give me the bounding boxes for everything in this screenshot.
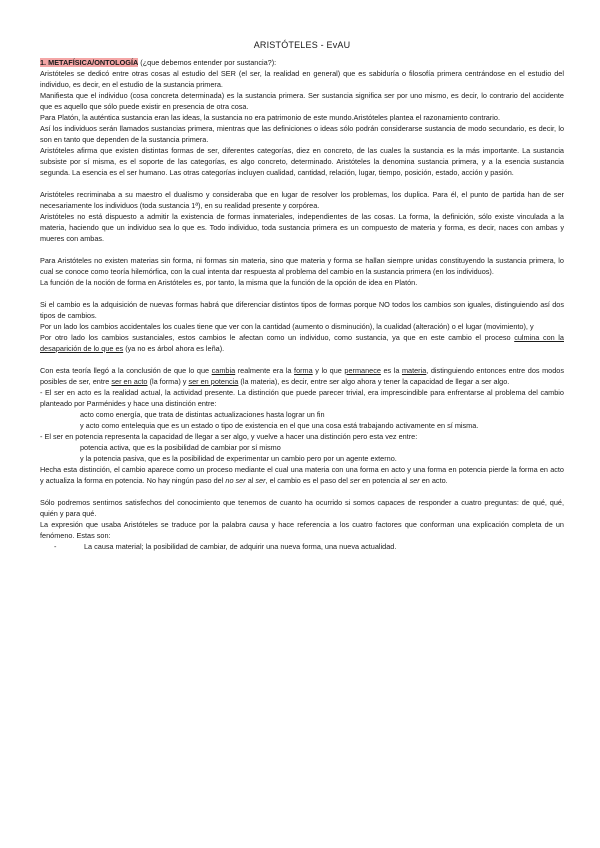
text-run: (la materia), es decir, entre ser algo ahora y tener la capacidad de llegar a ser algo. — [238, 377, 510, 386]
document-page — [40, 40, 564, 552]
spacer — [40, 244, 564, 255]
spacer — [40, 486, 564, 497]
indented-line: potencia activa, que es la posibilidad de cambiar por sí mismo — [80, 443, 281, 452]
text-run: Con esta teoría llegó a la conclusión de que lo que — [40, 366, 212, 375]
text-run: realmente era la — [235, 366, 295, 375]
text-run: Por otro lado los cambios sustanciales, estos cambios le afectan como un individuo, como sustancia, ya que en este cambio el proceso — [40, 333, 515, 342]
paragraph: - El ser en acto es la realidad actual, la actividad presente. La distinción que puede parecer trivial, era imprescindible para enfrentarse al problema del cambio planteado por Parménides y hace una distinción entre: — [40, 388, 564, 408]
paragraph: Sólo podremos sentirnos satisfechos del conocimiento que tenemos de cuanto ha ocurrido si somos capaces de responder a cuatro preguntas: de qué, qué, quién y para qué. — [40, 498, 564, 518]
spacer — [40, 288, 564, 299]
bullet-dash: - — [54, 542, 57, 551]
text-run: y hace referencia a los cuatro factores que conforman una explicación completa de un fenómeno. Estas son: — [40, 520, 564, 540]
text-run: en acto. — [419, 476, 448, 485]
paragraph — [40, 365, 564, 387]
underlined-text: ser en potencia — [188, 377, 239, 386]
indented-line: y acto como entelequia que es un estado o tipo de existencia en el que una cosa está trabajando activamente en sí misma. — [80, 421, 479, 430]
italic-text: no ser — [225, 476, 246, 485]
underlined-text: materia — [401, 366, 427, 375]
italic-text: ser — [349, 476, 361, 485]
paragraph: Aristóteles afirma que existen distintas formas de ser, diferentes categorías, diez en concreto, de las cuales la sustancia es la más importante. La sustancia subsiste por sí misma, es el soporte de las categorías, es algo concreto, determinado. Aristóteles la denomina sustancia primera, y a la esencia sustancia segunda. La esencia es el ser humano. Las otras categorías incluyen cualidad, cantidad, relación, lugar, tiempo, posición, estado, acción y pasión. — [40, 146, 564, 177]
list-item-text: La causa material; la posibilidad de cambiar, de adquirir una nueva forma, una nueva actualidad. — [84, 542, 397, 551]
paragraph: Así los individuos serán llamados sustancias primera, mientras que las definiciones o ideas sólo podrán considerarse sustancia de modo secundario, es decir, lo son en tanto que dependen de la sustancia primera. — [40, 124, 564, 144]
paragraph: Aristóteles no está dispuesto a admitir la existencia de formas inmateriales, independientes de las cosas. La forma, la definición, sólo existe vinculada a la materia, haciendo que un individuo sea lo que es. Todo individuo, toda sustancia primera es un compuesto de materia y forma, es decir, naces con ambas y mueres con ambas. — [40, 212, 564, 243]
text-run: y lo que — [312, 366, 345, 375]
text-run: (la forma) y — [147, 377, 189, 386]
text-run: es la — [380, 366, 402, 375]
paragraph: Aristóteles se dedicó entre otras cosas al estudio del SER (el ser, la realidad en general) que es sabiduría o filosofía primera centrándose en el estudio del individuo, es decir, en el estudio de la sustancia primera. — [40, 69, 564, 89]
italic-text: ser — [255, 476, 266, 485]
spacer — [40, 354, 564, 365]
text-run: , distinguiendo entonces entre dos modos posibles de ser, entre — [40, 366, 564, 386]
section-heading: 1. METAFÍSICA/ONTOLOGÍA — [40, 58, 139, 67]
spacer — [40, 178, 564, 189]
paragraph: Manifiesta que el individuo (cosa concreta determinada) es la sustancia primera. Ser sustancia significa ser por uno mismo, es decir, lo contrario del accidente que es aquello que sólo puede existir en presencia de otra cosa. — [40, 91, 564, 111]
italic-text: causa — [248, 520, 269, 529]
section-question: (¿que debemos entender por sustancia?): — [138, 58, 277, 67]
text-run: , el cambio es el paso del — [265, 476, 350, 485]
underlined-text: cambia — [211, 366, 236, 375]
paragraph — [40, 519, 564, 541]
indented-line: acto como energía, que trata de distintas actualizaciones hasta lograr un fin — [80, 410, 325, 419]
section-heading-line — [40, 57, 564, 68]
italic-text: ser — [409, 476, 420, 485]
underlined-text: ser en acto — [111, 377, 148, 386]
text-run: en potencia al — [360, 476, 410, 485]
paragraph: La función de la noción de forma en Aristóteles es, por tanto, la misma que la función de la opción de idea en Platón. — [40, 278, 418, 287]
text-run: Hecha esta distinción, el cambio aparece como un proceso mediante el cual una materia con una forma en acto y una forma en potencia pierde la forma en acto y actualiza la forma en potencia. No hay ningún paso del — [40, 465, 564, 485]
underlined-text: permanece — [344, 366, 381, 375]
paragraph: - El ser en potencia representa la capacidad de llegar a ser algo, y vuelve a hacer una distinción pero esta vez entre: — [40, 432, 418, 441]
paragraph: Por un lado los cambios accidentales los cuales tiene que ver con la cantidad (aumento o disminución), la cualidad (alteración) o el lugar (movimiento), y — [40, 322, 534, 331]
paragraph: Para Aristóteles no existen materias sin forma, ni formas sin materia, sino que materia y forma se hallan siempre unidas constituyendo la sustancia primera, lo cual se conoce como teoría hilemórfica, con la cual intenta dar respuesta al problema del cambio en la sustancia primera (en los individuos). — [40, 256, 564, 276]
paragraph: Aristóteles recriminaba a su maestro el dualismo y consideraba que en lugar de resolver los problemas, los duplica. Para él, el punto de partida han de ser necesariamente los individuos (toda sustancia 1ª), en su realidad presente y corpórea. — [40, 190, 564, 210]
text-run: La expresión que usaba Aristóteles se traduce por la palabra — [40, 520, 249, 529]
text-run: (ya no es árbol ahora es leña). — [123, 344, 225, 353]
text-run: al — [245, 476, 256, 485]
paragraph — [40, 464, 564, 486]
list-item — [40, 541, 564, 552]
underlined-text: culmina con la desaparición de lo que es — [40, 333, 564, 353]
paragraph: Para Platón, la auténtica sustancia eran las ideas, la sustancia no era patrimonio de este mundo.Aristóteles plantea el razonamiento contrario. — [40, 113, 500, 122]
document-title: ARISTÓTELES - EvAU — [253, 40, 351, 50]
paragraph: Si el cambio es la adquisición de nuevas formas habrá que diferenciar distintos tipos de formas porque NO todos los cambios son iguales, distinguiendo así dos tipos de cambios. — [40, 300, 564, 320]
underlined-text: forma — [294, 366, 313, 375]
paragraph — [40, 332, 564, 354]
indented-line: y la potencia pasiva, que es la posibilidad de experimentar un cambio pero por un agente externo. — [80, 454, 397, 463]
